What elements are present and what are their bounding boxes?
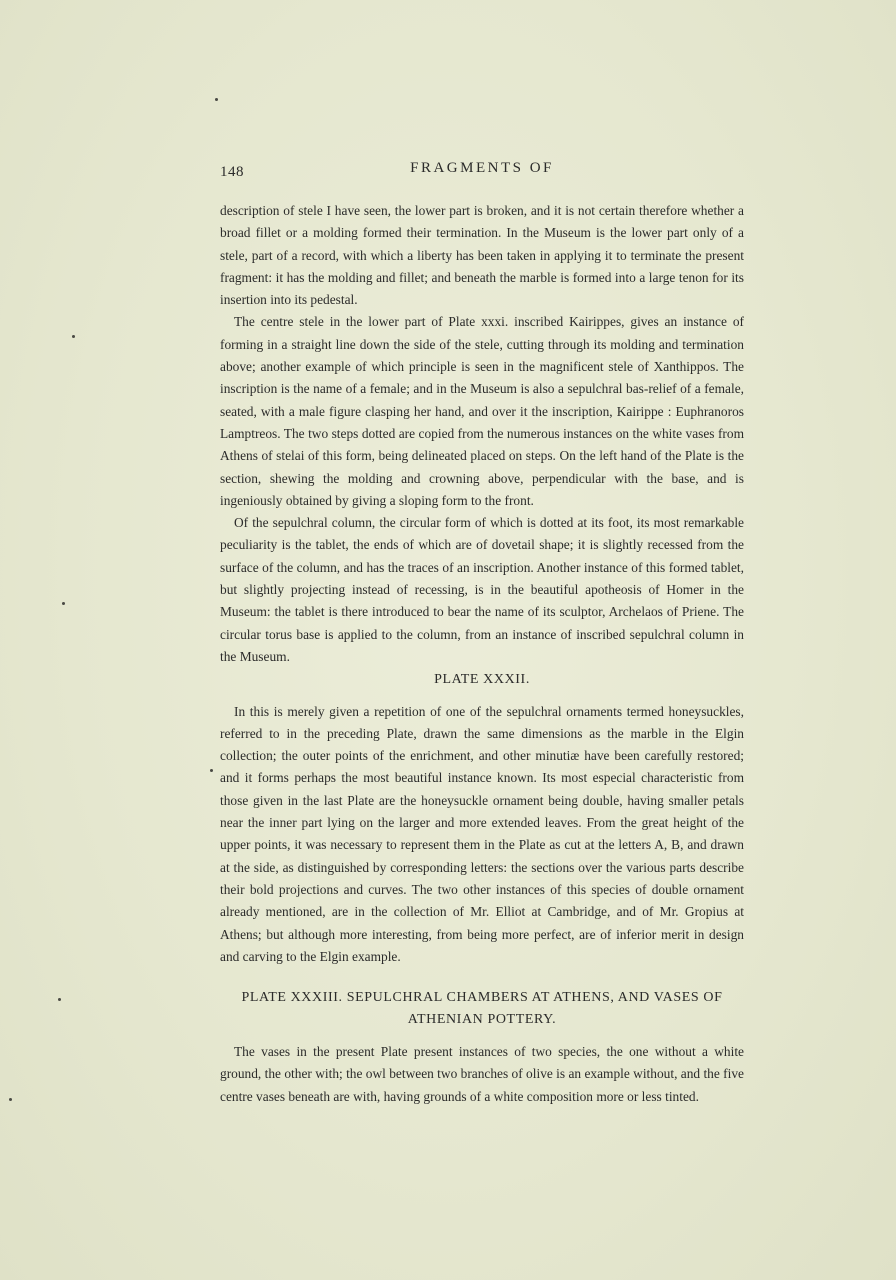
section-heading-plate-33	[220, 987, 744, 1031]
section-heading-plate-32: PLATE XXXII.	[434, 672, 530, 688]
heading-line: PLATE XXXIII. SEPULCHRAL CHAMBERS AT ATHENS, AND VASES OF	[241, 990, 723, 1006]
paper-speck	[9, 1098, 12, 1101]
body-text	[220, 200, 744, 1108]
page-number: 148	[220, 164, 244, 180]
paper-speck	[72, 335, 75, 338]
running-title: FRAGMENTS OF	[410, 160, 554, 176]
paragraph: The centre stele in the lower part of Plate xxxi. inscribed Kairippes, gives an instance of forming in a straight line down the side of the stele, cutting through its molding and termination above; another example of which principle is seen in the magnificent stele of Xanthippos. The inscription is the name of a female; and in the Museum is also a sepulchral bas-relief of a female, seated, with a male figure clasping her hand, and over it the inscription, Kairippe : Euphranoros Lamptreos. The two steps dotted are copied from the numerous instances on the white vases from Athens of stelai of this form, being delineated placed on steps. On the left hand of the Plate is the section, shewing the molding and crowning above, perpendicular with the base, and is ingeniously obtained by giving a sloping form to the front.	[220, 314, 744, 508]
paper-speck	[210, 769, 213, 772]
paper-speck	[215, 98, 218, 101]
paper-speck	[62, 602, 65, 605]
paragraph: In this is merely given a repetition of one of the sepulchral ornaments termed honeysuckles, referred to in the preceding Plate, drawn the same dimensions as the marble in the Elgin collection; the outer points of the enrichment, and other minutiæ have been carefully restored; and it forms perhaps the most beautiful instance known. Its most especial characteristic from those given in the last Plate are the honeysuckle ornament being double, having smaller petals near the inner part lying on the larger and more extended leaves. From the great height of the upper points, it was necessary to represent them in the Plate as cut at the letters A, B, and drawn at the side, as distinguished by corresponding letters: the sections over the various parts describe their bold projections and curves. The two other instances of this species of double ornament already mentioned, are in the collection of Mr. Elliot at Cambridge, and of Mr. Gropius at Athens; but although more interesting, from being more perfect, are of inferior merit in design and carving to the Elgin example.	[220, 703, 744, 964]
paragraph: Of the sepulchral column, the circular form of which is dotted at its foot, its most remarkable peculiarity is the tablet, the ends of which are of dovetail shape; it is slightly recessed from the surface of the column, and has the traces of an inscription. Another instance of this formed tablet, but slightly projecting instead of recessing, is in the beautiful apotheosis of Homer in the Museum: the tablet is there introduced to bear the name of its sculptor, Archelaos of Priene. The circular torus base is applied to the column, from an instance of inscribed sepulchral column in the Museum.	[220, 515, 744, 664]
paragraph: The vases in the present Plate present instances of two species, the one without a white ground, the other with; the owl between two branches of olive is an example without, and the five centre vases beneath are with, having grounds of a white composition more or less tinted.	[220, 1044, 744, 1104]
page-header	[220, 158, 744, 186]
paragraph: description of stele I have seen, the lower part is broken, and it is not certain therefore whether a broad fillet or a molding formed their termination. In the Museum is the lower part only of a stele, part of a record, with which a liberty has been taken in applying it to terminate the present fragment: it has the molding and fillet; and beneath the marble is formed into a large tenon for its insertion into its pedestal.	[220, 203, 744, 308]
paper-speck	[58, 998, 61, 1001]
heading-line: ATHENIAN POTTERY.	[407, 1012, 557, 1028]
